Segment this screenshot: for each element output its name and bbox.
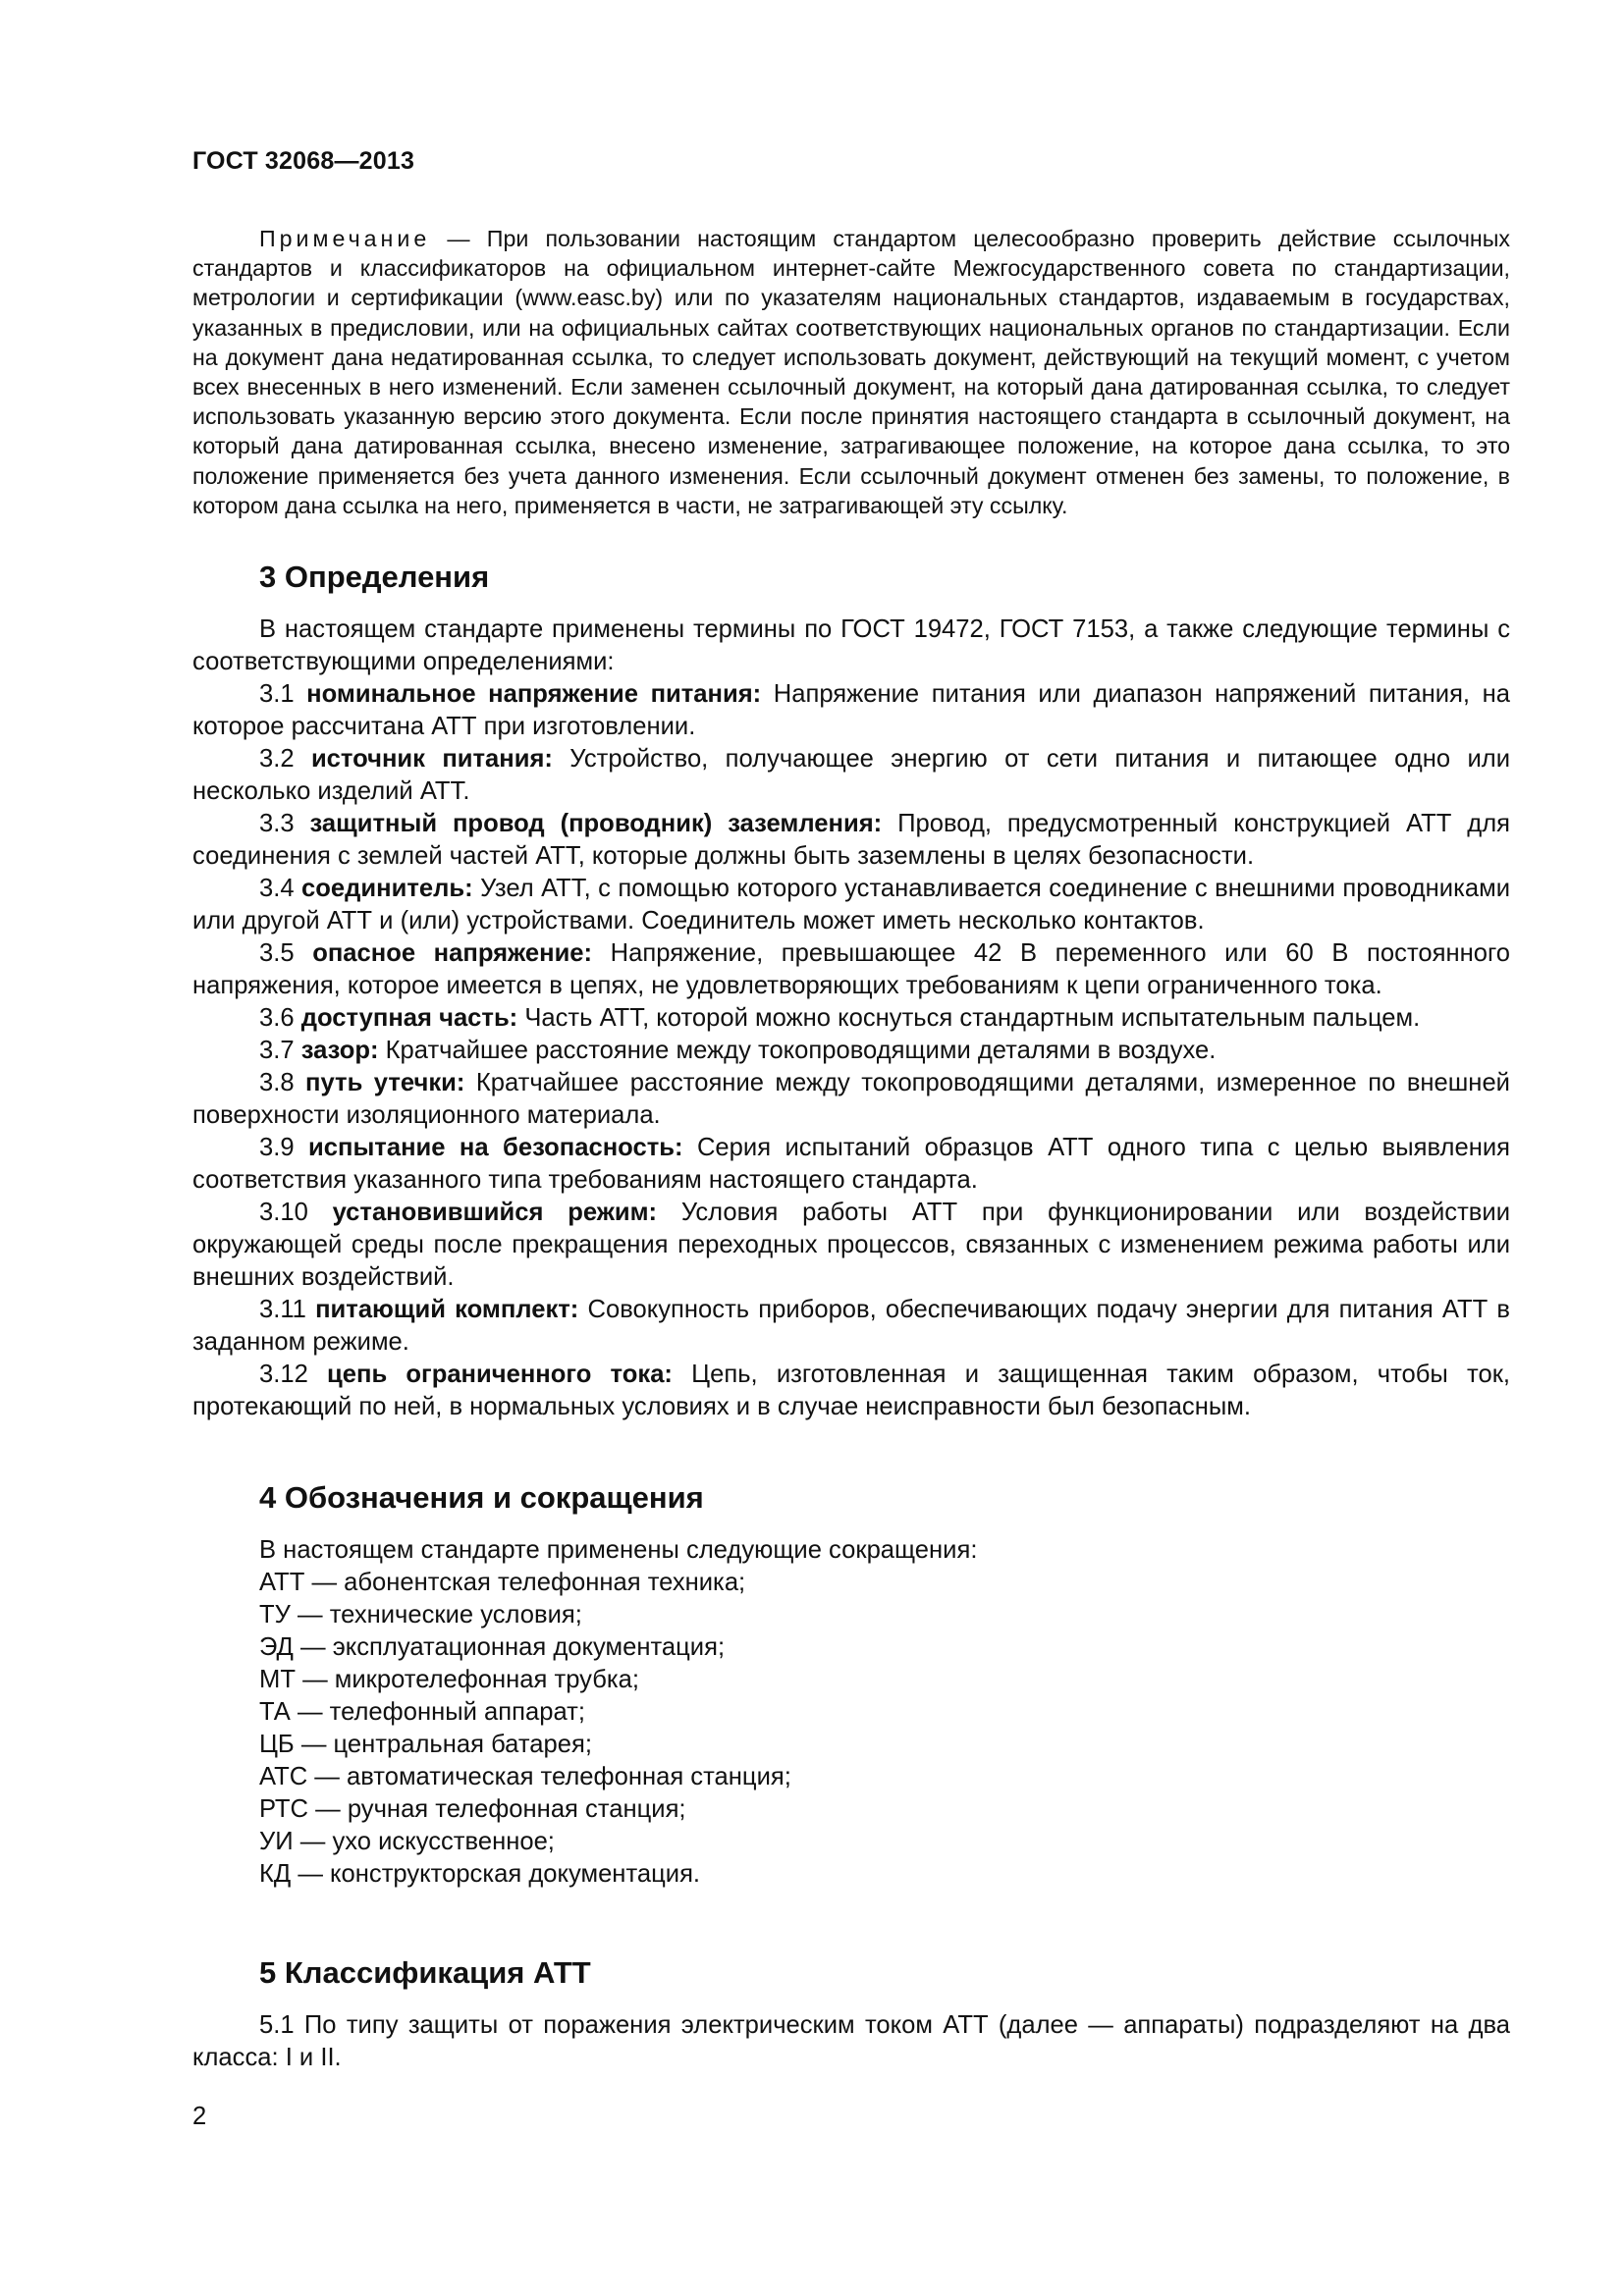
page-number: 2 (192, 2103, 207, 2130)
definition-number: 3.1 (259, 680, 307, 708)
definition-item (192, 1359, 1510, 1423)
definition-number: 3.4 (259, 875, 302, 902)
definition-term: зазор: (300, 1037, 379, 1064)
definition-text: Устройство, получающее энергию от сети питания и питающее одно или несколько изделий АТТ. (192, 745, 1510, 805)
definition-text: Узел АТТ, с помощью которого устанавливается соединение с внешними проводниками или другой АТТ и (или) устройствами. Соединитель может иметь несколько контактов. (192, 875, 1510, 934)
definition-number: 3.2 (259, 745, 311, 773)
note-block (192, 224, 1510, 520)
section-3-intro: В настоящем стандарте применены термины по ГОСТ 19472, ГОСТ 7153, а также следующие термины с соответствующими определениями: (192, 615, 1510, 675)
definition-text: Часть АТТ, которой можно коснуться стандартным испытательным пальцем. (517, 1004, 1421, 1032)
classification-paragraph: 5.1 По типу защиты от поражения электрическим током АТТ (далее — аппараты) подразделяют на два класса: I и II. (192, 2011, 1510, 2071)
definition-term: соединитель: (301, 875, 473, 902)
abbreviation-item: МТ — микротелефонная трубка; (259, 1666, 640, 1693)
note-label: Примечание (259, 226, 431, 251)
definition-item (192, 1035, 1510, 1067)
definition-term: опасное напряжение: (312, 939, 593, 967)
definition-item (192, 1197, 1510, 1294)
definition-item (192, 1067, 1510, 1132)
definition-term: номинальное напряжение питания: (306, 680, 762, 708)
definition-text: Напряжение питания или диапазон напряжений питания, на которое рассчитана АТТ при изготовлении. (192, 680, 1510, 740)
abbreviation-item: УИ — ухо искусственное; (259, 1828, 555, 1855)
abbreviation-item: ЭД — эксплуатационная документация; (259, 1633, 726, 1661)
abbreviation-item: ЦБ — центральная батарея; (259, 1731, 592, 1758)
definition-item (192, 1002, 1510, 1035)
definition-term: испытание на безопасность: (308, 1134, 683, 1161)
definition-number: 3.6 (259, 1004, 301, 1032)
abbreviation-item: КД — конструкторская документация. (259, 1860, 701, 1888)
definition-number: 3.12 (259, 1361, 328, 1388)
section-5-heading: 5 Классификация АТТ (259, 1955, 591, 1990)
definition-text: Условия работы АТТ при функционировании или воздействии окружающей среды после прекращения переходных процессов, связанных с изменением режима работы или внешних воздействий. (192, 1199, 1510, 1291)
definition-text: Напряжение, превышающее 42 В переменного или 60 В постоянного напряжения, которое имеется в цепях, не удовлетворяющих требованиям к цепи ограниченного тока. (192, 939, 1510, 999)
definition-term: цепь ограниченного тока: (327, 1361, 673, 1388)
definition-number: 3.8 (259, 1069, 306, 1096)
definition-item (192, 743, 1510, 808)
definition-item (192, 678, 1510, 743)
definition-text: Цепь, изготовленная и защищенная таким образом, чтобы ток, протекающий по ней, в нормальных условиях и в случае неисправности был безопасным. (192, 1361, 1511, 1420)
note-text: — При пользовании настоящим стандартом целесообразно проверить действие ссылочных стандартов и классификаторов на официальном интернет-сайте Межгосударственного совета по стандартизации, метрологии и сертификации (www.easc.by) или по указателям национальных стандартов, издаваемым в государствах, указанных в предисловии, или на официальных сайтах соответствующих национальных органов по стандартизации. Если на документ дана недатированная ссылка, то следует использовать документ, действующий на текущий момент, с учетом всех внесенных в него изменений. Если заменен ссылочный документ, на который дана датированная ссылка, то следует использовать указанную версию этого документа. Если после принятия настоящего стандарта в ссылочный документ, на который дана датированная ссылка, внесено изменение, затрагивающее положение, на которое дана ссылка, то это положение применяется без учета данного изменения. Если ссылочный документ отменен без замены, то положение, в котором дана ссылка на него, применяется в части, не затрагивающей эту ссылку. (192, 226, 1510, 518)
abbreviation-item: ТУ — технические условия; (259, 1601, 582, 1629)
definition-number: 3.9 (259, 1134, 309, 1161)
definition-number: 3.7 (259, 1037, 301, 1064)
definition-text: Провод, предусмотренный конструкцией АТТ для соединения с землей частей АТТ, которые должны быть заземлены в целях безопасности. (192, 810, 1510, 870)
definition-number: 3.11 (259, 1296, 316, 1323)
definition-term: доступная часть: (300, 1004, 518, 1032)
definition-text: Кратчайшее расстояние между токопроводящими деталями, измеренное по внешней поверхности изоляционного материала. (192, 1069, 1510, 1129)
definition-text: Серия испытаний образцов АТТ одного типа с целью выявления соответствия указанного типа требованиям настоящего стандарта. (192, 1134, 1510, 1194)
definition-term: защитный провод (проводник) заземления: (309, 810, 883, 837)
section-abbreviations (192, 1480, 1510, 1891)
section-definitions (192, 560, 1510, 1423)
abbreviation-item: РТС — ручная телефонная станция; (259, 1795, 686, 1823)
definition-term: установившийся режим: (332, 1199, 658, 1226)
definition-item (192, 1294, 1510, 1359)
definition-number: 3.3 (259, 810, 310, 837)
abbreviation-item: ТА — телефонный аппарат; (259, 1698, 585, 1726)
section-3-heading: 3 Определения (259, 560, 490, 594)
note-paragraph (192, 224, 1510, 520)
section-classification (192, 1955, 1510, 2074)
definition-number: 3.10 (259, 1199, 333, 1226)
definition-term: питающий комплект: (315, 1296, 579, 1323)
definition-term: источник питания: (310, 745, 553, 773)
section-4-heading: 4 Обозначения и сокращения (259, 1480, 704, 1515)
definition-item (192, 937, 1510, 1002)
definition-text: Совокупность приборов, обеспечивающих подачу энергии для питания АТТ в заданном режиме. (192, 1296, 1510, 1356)
definition-item (192, 1132, 1510, 1197)
abbreviation-item: АТС — автоматическая телефонная станция; (259, 1763, 791, 1790)
definition-item (192, 808, 1510, 873)
section-4-intro: В настоящем стандарте применены следующие сокращения: (259, 1536, 978, 1564)
definition-term: путь утечки: (305, 1069, 465, 1096)
document-code: ГОСТ 32068—2013 (192, 147, 415, 175)
abbreviation-item: АТТ — абонентская телефонная техника; (259, 1569, 746, 1596)
document-page (192, 0, 1510, 2296)
definition-item (192, 873, 1510, 937)
definition-text: Кратчайшее расстояние между токопроводящими деталями в воздухе. (378, 1037, 1217, 1064)
definition-number: 3.5 (259, 939, 313, 967)
